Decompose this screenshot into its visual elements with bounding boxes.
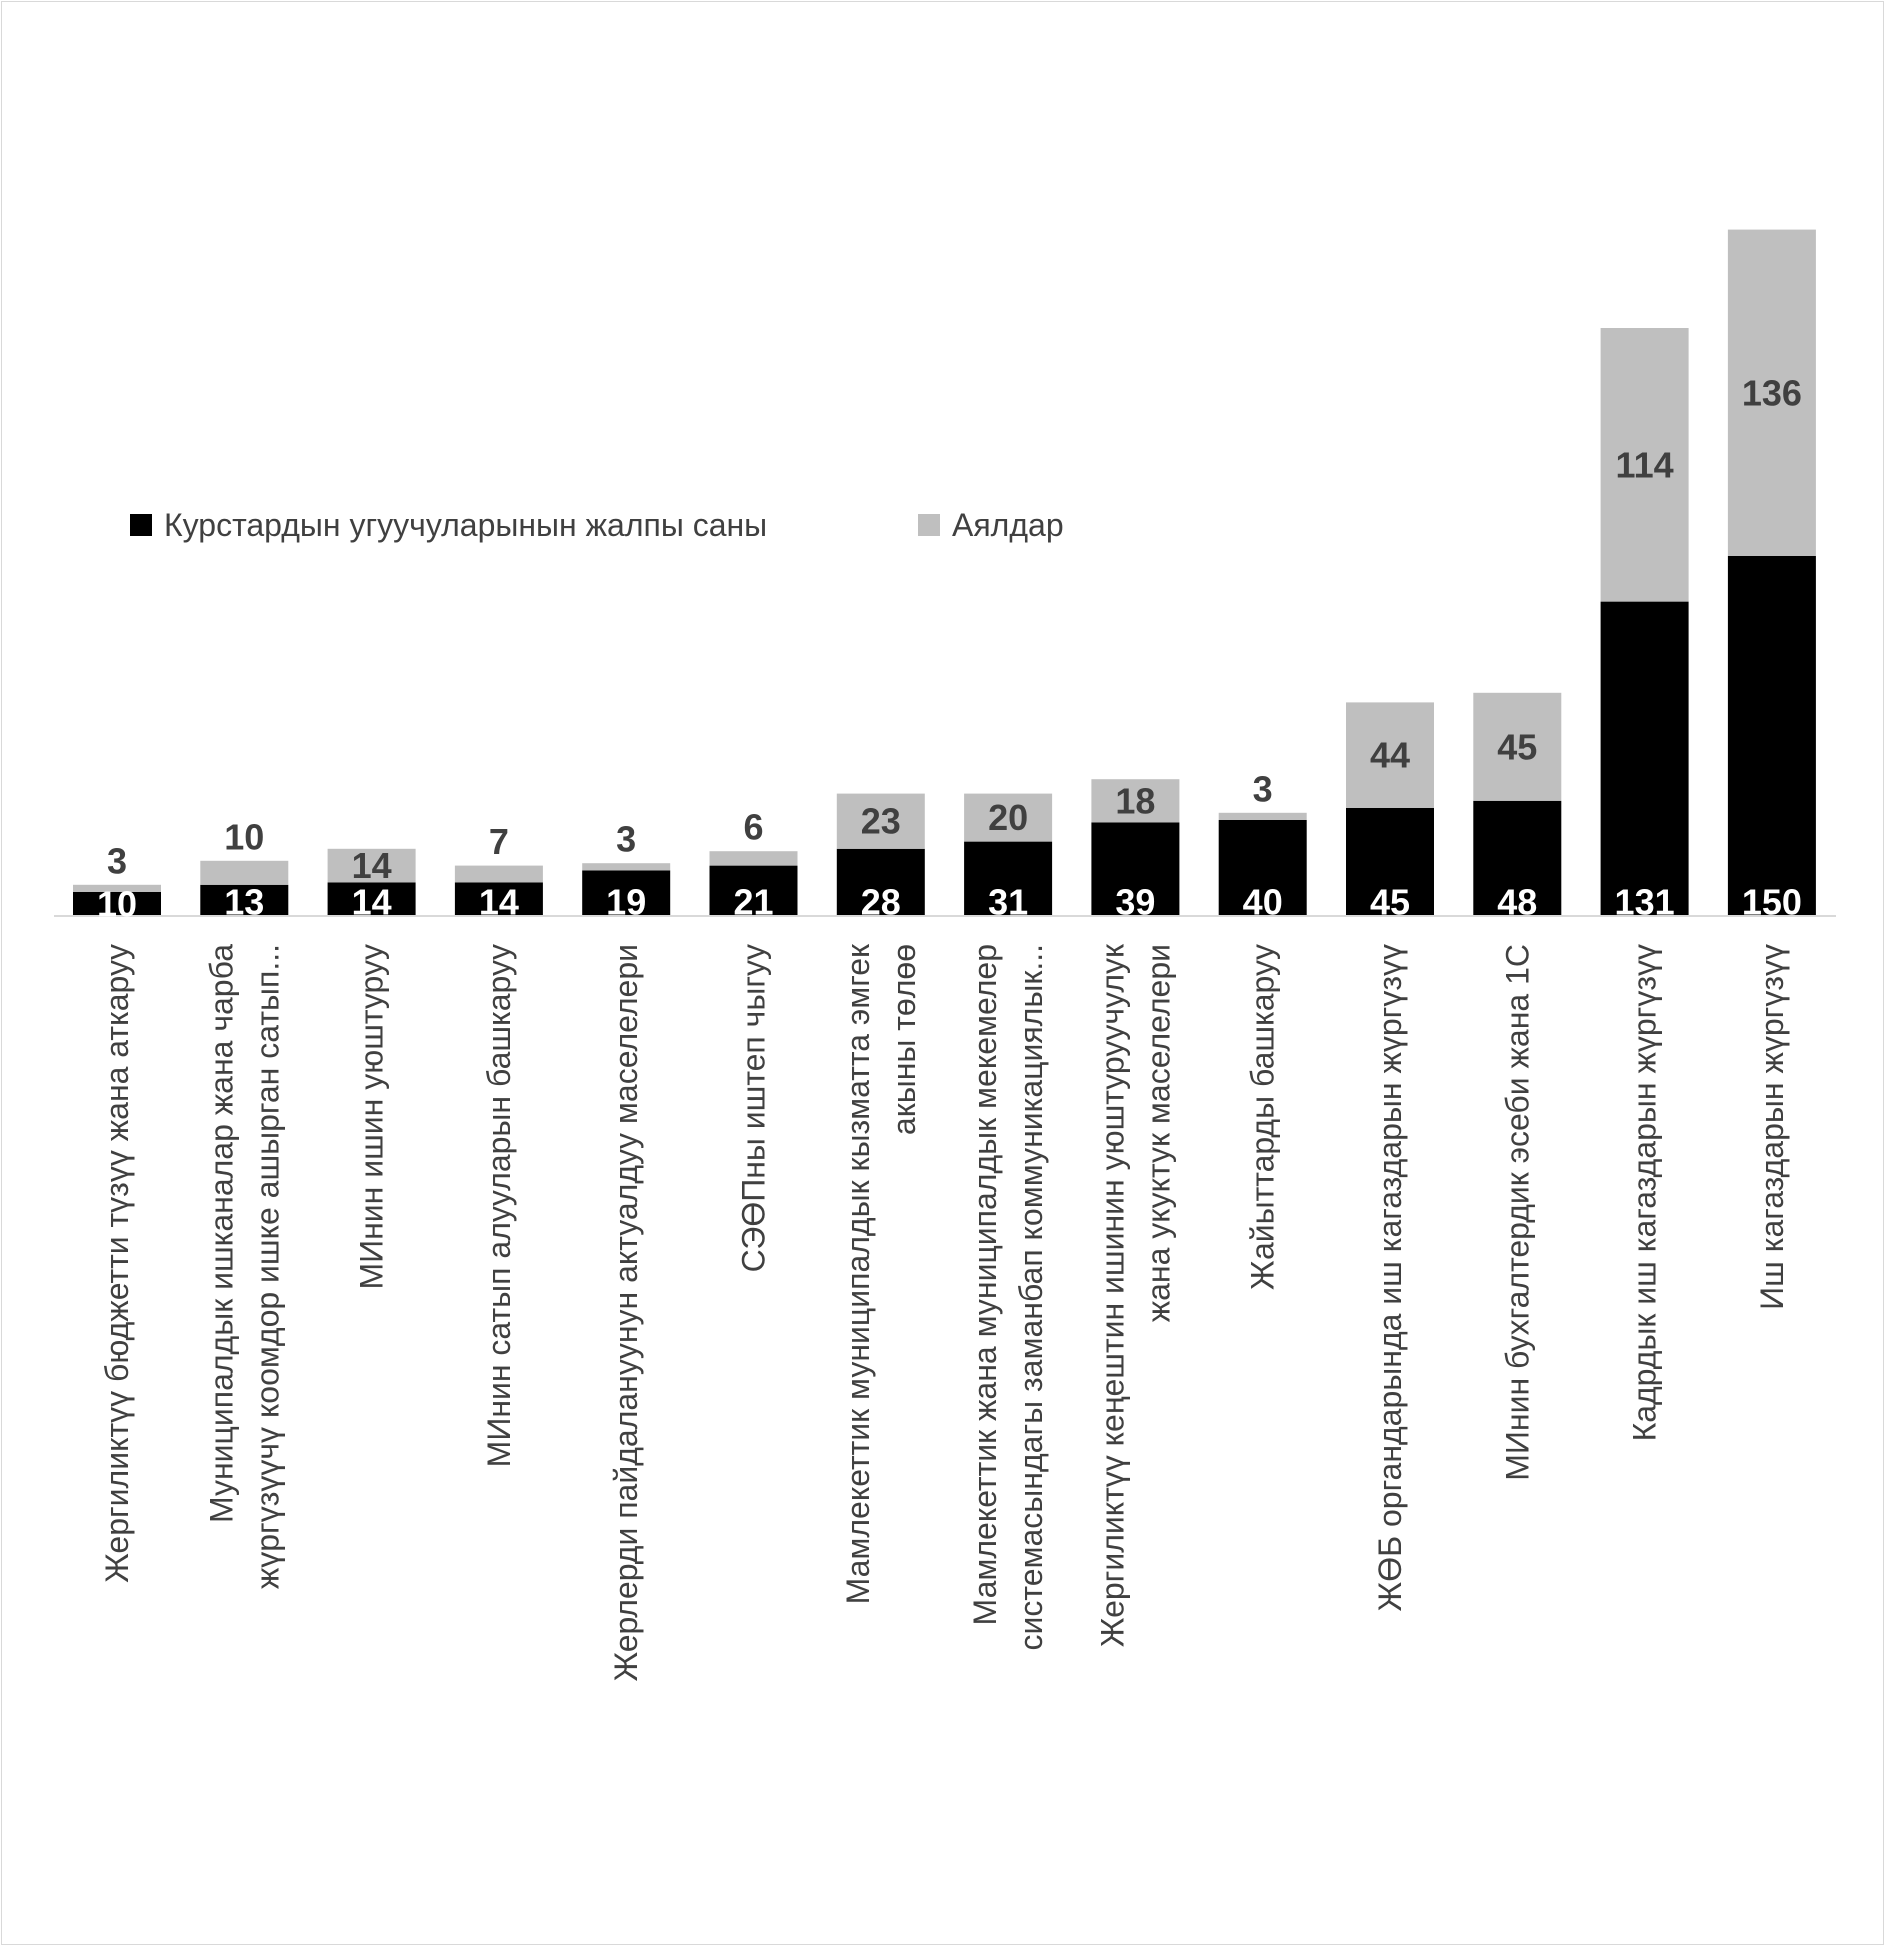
value-label-women-9: 18 — [1115, 780, 1156, 822]
category-label-line: Мамлекеттик жана муниципалдык мекемелер — [967, 944, 1004, 1626]
category-label-11 — [1372, 944, 1408, 1611]
category-label-line: Жергиликтүү кеңештин ишинин уюштуруучулук — [1094, 944, 1131, 1648]
category-label-line: МИнин бухгалтердик эсеби жана 1С — [1499, 944, 1536, 1481]
category-label-line: МИнин сатып алууларын башкаруу — [480, 944, 517, 1468]
category-label-line: Кадрдык иш кагаздарын жүргүзүү — [1626, 944, 1663, 1442]
value-label-women-11: 44 — [1369, 734, 1411, 776]
bar-women-4 — [455, 866, 543, 883]
stacked-bar-chart — [2, 2, 1885, 1946]
value-label-women-10: 3 — [1252, 768, 1273, 810]
legend — [130, 507, 1064, 543]
legend-swatch-women — [918, 514, 940, 536]
category-label-line: Мамлекеттик муниципалдык кызматта эмгек — [839, 944, 876, 1605]
category-label-4 — [481, 944, 517, 1467]
category-label-14 — [1754, 944, 1790, 1310]
value-label-total-11: 45 — [1369, 881, 1411, 923]
category-label-line: Жерлерди пайдалануунун актуалдуу маселелери — [608, 944, 645, 1682]
bars-layer — [73, 230, 1816, 916]
category-label-8 — [967, 944, 1049, 1650]
category-label-line: МИнин ишин уюштуруу — [353, 944, 390, 1290]
value-label-total-5: 19 — [606, 881, 647, 923]
bar-women-6 — [710, 851, 798, 865]
value-label-total-10: 40 — [1242, 881, 1283, 923]
category-label-2 — [203, 944, 285, 1589]
value-label-women-2: 10 — [224, 816, 265, 858]
value-label-total-1: 10 — [96, 883, 138, 925]
category-label-1 — [99, 944, 135, 1583]
category-label-9 — [1094, 943, 1176, 1647]
value-label-women-14: 136 — [1741, 372, 1802, 414]
category-label-line: жүргүзүүчү коомдор ишке ашырган сатып... — [249, 944, 286, 1590]
category-label-3 — [354, 944, 390, 1290]
bar-women-5 — [582, 863, 670, 870]
value-label-women-1: 3 — [106, 840, 128, 882]
value-label-women-5: 3 — [616, 818, 637, 860]
bar-total-14 — [1728, 556, 1816, 916]
value-label-total-8: 31 — [988, 881, 1029, 923]
legend-label-women: Аялдар — [952, 507, 1064, 543]
category-label-line: Иш кагаздарын жүргүзүү — [1753, 944, 1790, 1310]
category-label-line: Жергиликтүү бюджетти түзүү жана аткаруу — [99, 944, 135, 1583]
category-label-6 — [736, 944, 772, 1272]
value-label-total-9: 39 — [1115, 881, 1156, 923]
value-label-total-4: 14 — [478, 881, 519, 923]
value-label-total-7: 28 — [860, 881, 901, 923]
category-label-13 — [1627, 944, 1663, 1441]
category-label-line: Муниципалдык ишканалар жана чарба — [203, 944, 240, 1524]
value-label-total-2: 13 — [224, 881, 265, 923]
value-label-women-4: 7 — [488, 821, 509, 863]
value-label-total-13: 131 — [1614, 881, 1675, 923]
legend-label-total: Курстардын угуучуларынын жалпы саны — [164, 507, 768, 543]
value-label-total-6: 21 — [733, 881, 774, 923]
category-label-line: жана укуктук маселелери — [1140, 944, 1177, 1323]
category-labels-layer — [99, 943, 1790, 1681]
value-label-total-12: 48 — [1497, 881, 1538, 923]
category-label-line: акыны төлөө — [885, 944, 922, 1136]
value-label-women-13: 114 — [1615, 444, 1674, 486]
category-label-line: ЖӨБ органдарында иш кагаздарын жүргүзүү — [1372, 944, 1408, 1612]
category-label-12 — [1499, 944, 1535, 1481]
category-label-7 — [840, 943, 922, 1604]
value-label-women-8: 20 — [988, 797, 1029, 839]
legend-swatch-total — [130, 514, 152, 536]
value-label-total-3: 14 — [351, 881, 392, 923]
value-label-women-3: 14 — [351, 845, 392, 887]
category-label-5 — [608, 944, 644, 1681]
category-label-line: системасындагы заманбап коммуникациялык... — [1013, 944, 1050, 1651]
category-label-line: СЭӨПны иштеп чыгуу — [735, 944, 772, 1273]
value-label-women-6: 6 — [743, 806, 764, 848]
value-label-women-7: 23 — [860, 800, 901, 842]
bar-total-13 — [1601, 602, 1689, 916]
category-label-10 — [1245, 944, 1281, 1290]
category-label-line: Жайыттарды башкаруу — [1244, 944, 1281, 1290]
value-label-total-14: 150 — [1741, 881, 1802, 923]
value-label-women-12: 45 — [1497, 726, 1538, 768]
chart-frame — [1, 1, 1884, 1945]
bar-women-10 — [1219, 813, 1307, 820]
